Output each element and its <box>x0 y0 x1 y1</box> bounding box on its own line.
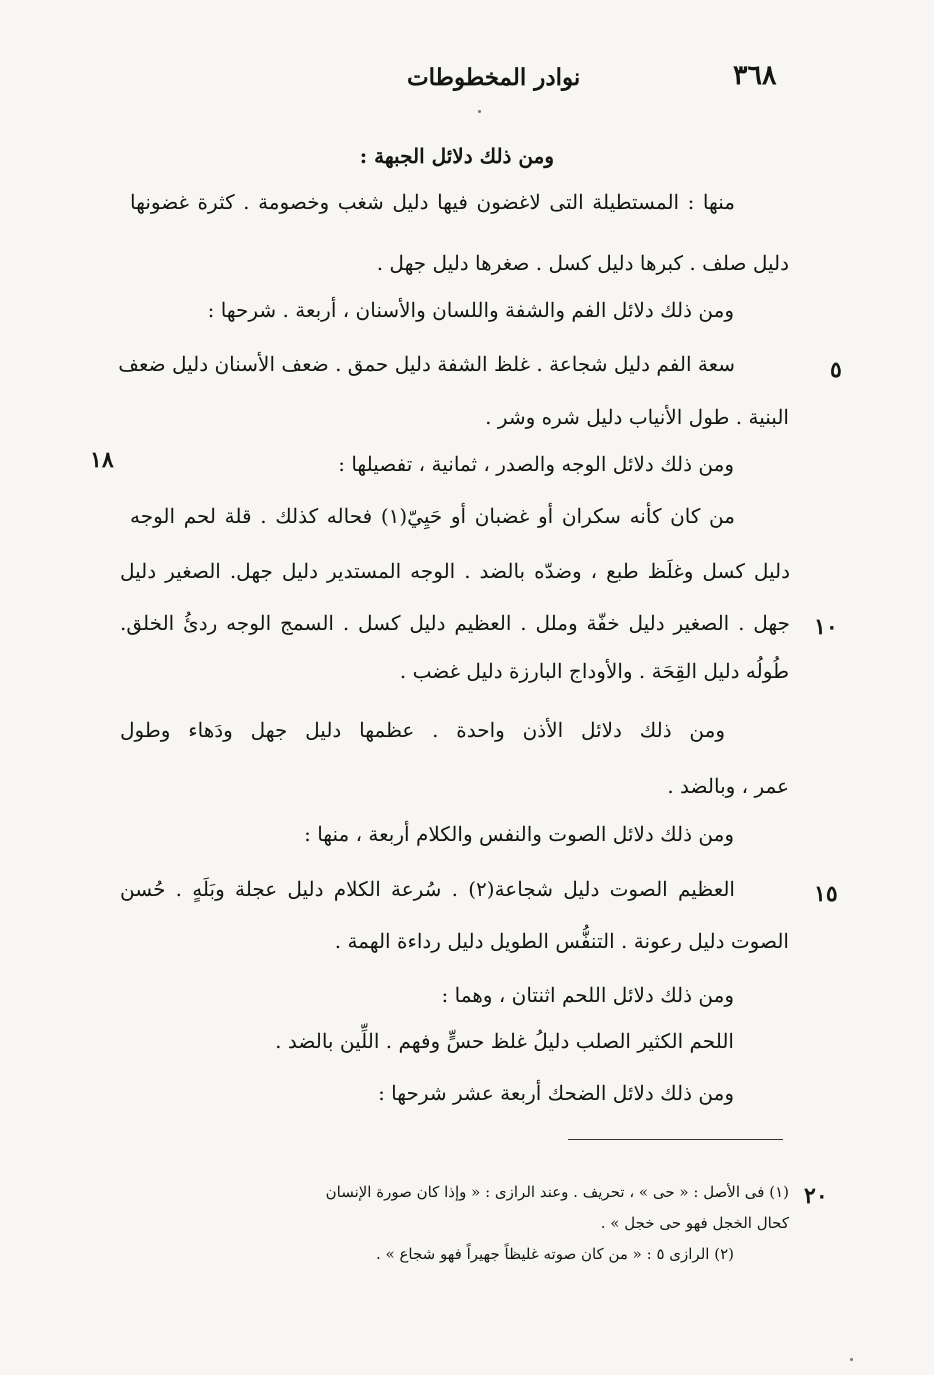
body-line: سعة الفم دليل شجاعة . غلظ الشفة دليل حمق . ضعف الأسنان دليل ضعف <box>118 352 735 376</box>
body-line: الصوت دليل رعونة . التنفُّس الطويل دليل رداءة الهمة . <box>334 929 789 953</box>
body-line: عمر ، وبالضد . <box>667 774 789 798</box>
margin-number: ١٥ <box>814 881 838 907</box>
footnote-line: (١) فى الأصل : « حى » ، تحريف . وعند الرازى : « وإذا كان صورة الإنسان <box>325 1183 789 1201</box>
footnote-line: كحال الخجل فهو حى خجل » . <box>600 1214 789 1232</box>
footnote-divider <box>568 1139 783 1140</box>
body-line: منها : المستطيلة التى لاغضون فيها دليل شغب وخصومة . كثرة غضونها <box>130 190 735 214</box>
running-title: نوادر المخطوطات <box>407 64 581 91</box>
body-line: طُولُه دليل القِحَة . والأوداج البارزة دليل غضب . <box>399 659 789 683</box>
body-line: ومن ذلك دلائل الصوت والنفس والكلام أربعة ، منها : <box>304 822 734 846</box>
body-line: العظيم الصوت دليل شجاعة(٢) . سُرعة الكلام دليل عجلة وبَلَهٍ . حُسن <box>120 877 735 901</box>
body-line: ومن ذلك دلائل الفم والشفة واللسان والأسنان ، أربعة . شرحها : <box>207 298 734 322</box>
body-line: جهل . الصغير دليل خفّة وملل . العظيم دليل كسل . السمج الوجه ردئُ الخلق. <box>120 611 790 635</box>
paper-speck <box>478 110 481 113</box>
paper-speck <box>850 1358 853 1361</box>
body-line: ومن ذلك دلائل الأذن واحدة . عظمها دليل جهل ودَهاء وطول <box>120 718 725 742</box>
body-line: ومن ذلك دلائل الوجه والصدر ، ثمانية ، تفصيلها : <box>338 452 734 476</box>
body-line: من كان كأنه سكران أو غضبان أو حَيِيّ(١) فحاله كذلك . قلة لحم الوجه <box>130 504 735 528</box>
body-line: ومن ذلك دلائل الجبهة : <box>359 144 554 168</box>
body-line: دليل كسل وغلَظ طبع ، وضدّه بالضد . الوجه المستدير دليل جهل. الصغير دليل <box>120 559 790 583</box>
body-line: البنية . طول الأنياب دليل شره وشر . <box>485 405 789 429</box>
page-number: ٣٦٨ <box>733 60 777 91</box>
body-line: دليل صلف . كبرها دليل كسل . صغرها دليل جهل . <box>376 251 789 275</box>
margin-number: ٥ <box>830 357 842 383</box>
footnote-line: (٢) الرازى ٥ : « من كان صوته غليظاً جهيراً فهو شجاع » . <box>375 1245 734 1263</box>
margin-number: ٢٠ <box>804 1183 828 1209</box>
body-line: ومن ذلك دلائل الضحك أربعة عشر شرحها : <box>378 1081 734 1105</box>
body-line: اللحم الكثير الصلب دليلُ غلظ حسٍّ وفهم . اللِّين بالضد . <box>275 1029 734 1053</box>
margin-number: ١٠ <box>814 614 838 640</box>
margin-number: ١٨ <box>90 447 114 473</box>
body-line: ومن ذلك دلائل اللحم اثنتان ، وهما : <box>441 983 734 1007</box>
